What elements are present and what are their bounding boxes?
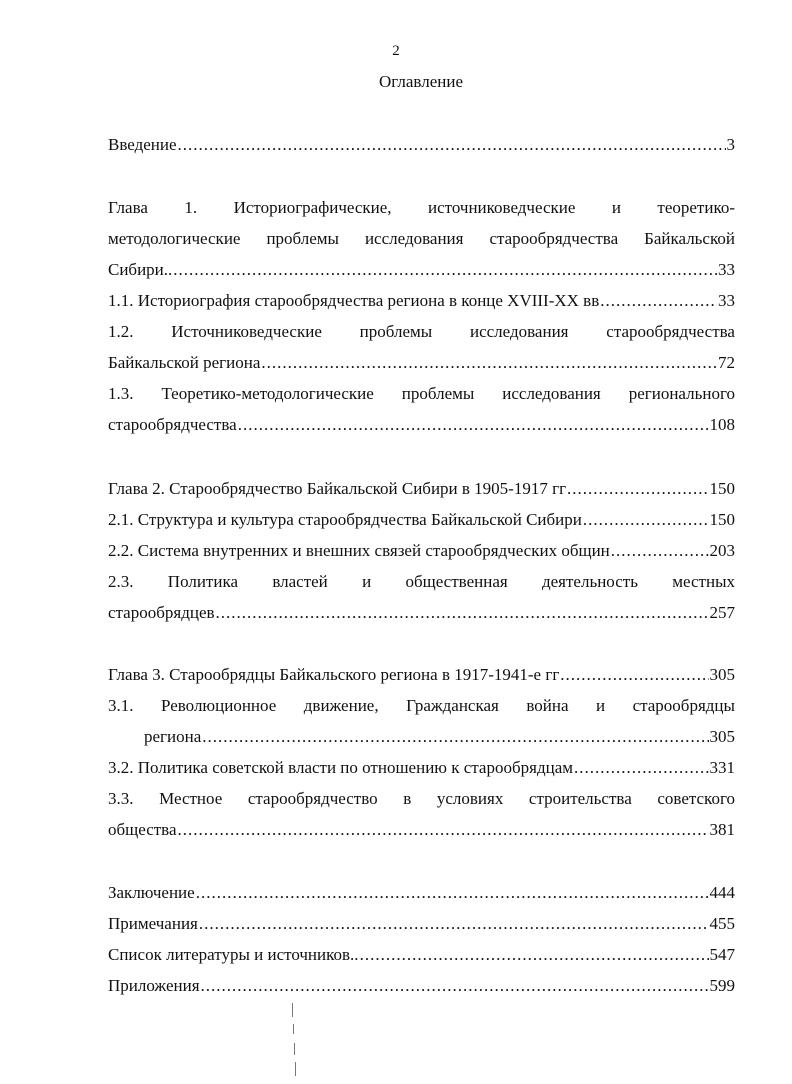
toc-entry-1-3-line-2 bbox=[108, 413, 735, 437]
toc-entry-page: 599 bbox=[709, 976, 735, 995]
word: Политика bbox=[167, 572, 239, 591]
word: проблемы bbox=[266, 229, 339, 248]
toc-entry-1-3[interactable] bbox=[108, 382, 735, 406]
toc-entry-label: Сибири.. bbox=[108, 260, 173, 279]
toc-entry-label: Приложения bbox=[108, 976, 200, 995]
toc-chapter-1-heading-line-2 bbox=[108, 227, 735, 251]
page-title: Оглавление bbox=[379, 72, 463, 91]
word: теоретико- bbox=[657, 198, 735, 217]
leader-dots bbox=[360, 943, 709, 967]
word: в bbox=[403, 789, 412, 808]
toc-entry-page: 444 bbox=[709, 883, 735, 902]
word: 1. bbox=[184, 198, 198, 217]
word: 2.3. bbox=[108, 572, 134, 591]
word: старообрядчество bbox=[247, 789, 378, 808]
word: исследования bbox=[502, 384, 601, 403]
word: властей bbox=[272, 572, 328, 591]
toc-chapter-1-heading-line-3 bbox=[108, 258, 735, 282]
word: Революционное bbox=[160, 696, 277, 715]
leader-dots bbox=[567, 477, 708, 501]
word: регионального bbox=[628, 384, 735, 403]
toc-entry-label: Введение bbox=[108, 135, 177, 154]
toc-entry-1-2[interactable] bbox=[108, 320, 735, 344]
toc-entry-introduction[interactable] bbox=[108, 133, 735, 157]
word: и bbox=[362, 572, 372, 591]
toc-entry-3-2[interactable] bbox=[108, 756, 735, 780]
leader-dots bbox=[560, 663, 708, 687]
toc-entry-page: 203 bbox=[709, 541, 735, 560]
word: 3.3. bbox=[108, 789, 134, 808]
scan-artifact-mark bbox=[295, 1062, 296, 1076]
toc-entry-label: Заключение bbox=[108, 883, 195, 902]
word: проблемы bbox=[359, 322, 433, 341]
leader-dots bbox=[178, 818, 709, 842]
toc-entry-3-3[interactable] bbox=[108, 787, 735, 811]
toc-entry-3-1-line-2 bbox=[144, 725, 735, 749]
toc-entry-notes[interactable] bbox=[108, 912, 735, 936]
word: 3.1. bbox=[108, 696, 134, 715]
word: движение, bbox=[303, 696, 379, 715]
word: деятельность bbox=[541, 572, 638, 591]
leader-dots bbox=[178, 133, 726, 157]
word: исследования bbox=[469, 322, 569, 341]
toc-entry-page: 331 bbox=[709, 758, 735, 777]
toc-entry-label: старообрядчества bbox=[108, 415, 237, 434]
word: местных bbox=[672, 572, 735, 591]
toc-entry-page: 257 bbox=[709, 603, 735, 622]
word: 1.2. bbox=[108, 322, 134, 341]
leader-dots bbox=[611, 539, 709, 563]
toc-entry-label: общества bbox=[108, 820, 177, 839]
toc-entry-3-1[interactable] bbox=[108, 694, 735, 718]
toc-entry-page: 150 bbox=[709, 510, 735, 529]
toc-entry-label: Список литературы и источников.. bbox=[108, 945, 359, 964]
toc-entry-1-1[interactable] bbox=[108, 289, 735, 313]
toc-entry-page: 381 bbox=[709, 820, 735, 839]
word: старообрядчества bbox=[606, 322, 735, 341]
word: старообрядчества bbox=[489, 229, 619, 248]
word: война bbox=[526, 696, 569, 715]
word: Байкальской bbox=[644, 229, 735, 248]
word: Теоретико-методологические bbox=[161, 384, 374, 403]
word: методологические bbox=[108, 229, 241, 248]
leader-dots bbox=[238, 413, 709, 437]
word: Источниковедческие bbox=[171, 322, 322, 341]
toc-entry-1-2-line-2 bbox=[108, 351, 735, 375]
leader-dots bbox=[574, 756, 709, 780]
toc-entry-page: 305 bbox=[709, 727, 735, 746]
scan-artifact-mark bbox=[293, 1024, 294, 1034]
toc-entry-page: 455 bbox=[709, 914, 735, 933]
toc-entry-label: Глава 2. Старообрядчество Байкальской Сибири в 1905-1917 гг bbox=[108, 479, 567, 498]
leader-dots bbox=[261, 351, 717, 375]
toc-entry-label: Байкальской региона bbox=[108, 353, 261, 372]
word: строительства bbox=[528, 789, 632, 808]
word: Местное bbox=[159, 789, 223, 808]
scan-artifact-mark bbox=[292, 1003, 293, 1017]
toc-entry-page: 33 bbox=[718, 260, 735, 279]
word: условиях bbox=[436, 789, 504, 808]
toc-entry-page: 305 bbox=[709, 665, 735, 684]
word: исследования bbox=[364, 229, 464, 248]
word: 1.3. bbox=[108, 384, 134, 403]
toc-entry-page: 72 bbox=[718, 353, 735, 372]
word: Историографические, bbox=[233, 198, 392, 217]
toc-entry-label: старообрядцев bbox=[108, 603, 215, 622]
word: проблемы bbox=[401, 384, 475, 403]
toc-entry-label: 3.2. Политика советской власти по отношению к старообрядцам bbox=[108, 758, 573, 777]
leader-dots bbox=[199, 912, 709, 936]
word: общественная bbox=[405, 572, 508, 591]
toc-entry-conclusion[interactable] bbox=[108, 881, 735, 905]
leader-dots bbox=[196, 881, 709, 905]
word: и bbox=[611, 198, 621, 217]
toc-entry-appendices[interactable] bbox=[108, 974, 735, 998]
toc-entry-page: 108 bbox=[709, 415, 735, 434]
toc-entry-label: Глава 3. Старообрядцы Байкальского региона в 1917-1941-е гг bbox=[108, 665, 560, 684]
toc-chapter-2-heading[interactable] bbox=[108, 477, 735, 501]
word: старообрядцы bbox=[632, 696, 735, 715]
toc-entry-label: 2.1. Структура и культура старообрядчества Байкальской Сибири bbox=[108, 510, 582, 529]
toc-entry-label: Примечания bbox=[108, 914, 198, 933]
word: советского bbox=[657, 789, 735, 808]
word: Гражданская bbox=[406, 696, 499, 715]
toc-entry-label: 1.1. Историография старообрядчества региона в конце XVIII-XX вв bbox=[108, 291, 600, 310]
leader-dots bbox=[600, 289, 717, 313]
toc-entry-2-2[interactable] bbox=[108, 539, 735, 563]
word: источниковедческие bbox=[427, 198, 576, 217]
toc-entry-2-1[interactable] bbox=[108, 508, 735, 532]
scan-artifact-mark bbox=[294, 1043, 295, 1055]
table-of-contents bbox=[108, 0, 735, 1084]
leader-dots bbox=[583, 508, 709, 532]
toc-chapter-3-heading[interactable] bbox=[108, 663, 735, 687]
word: Глава bbox=[108, 198, 148, 217]
toc-entry-page: 547 bbox=[709, 945, 735, 964]
leader-dots bbox=[216, 601, 709, 625]
toc-chapter-1-heading[interactable] bbox=[108, 196, 735, 220]
leader-dots bbox=[173, 258, 717, 282]
page-number: 2 bbox=[392, 43, 400, 59]
toc-entry-page: 33 bbox=[718, 291, 735, 310]
toc-entry-label: 2.2. Система внутренних и внешних связей старообрядческих общин bbox=[108, 541, 610, 560]
toc-entry-bibliography[interactable] bbox=[108, 943, 735, 967]
toc-entry-page: 3 bbox=[726, 135, 735, 154]
toc-entry-3-3-line-2 bbox=[108, 818, 735, 842]
toc-entry-2-3-line-2 bbox=[108, 601, 735, 625]
leader-dots bbox=[201, 974, 709, 998]
leader-dots bbox=[202, 725, 708, 749]
toc-entry-label: региона bbox=[144, 727, 202, 746]
toc-entry-2-3[interactable] bbox=[108, 570, 735, 594]
word: и bbox=[595, 696, 606, 715]
toc-entry-page: 150 bbox=[709, 479, 735, 498]
